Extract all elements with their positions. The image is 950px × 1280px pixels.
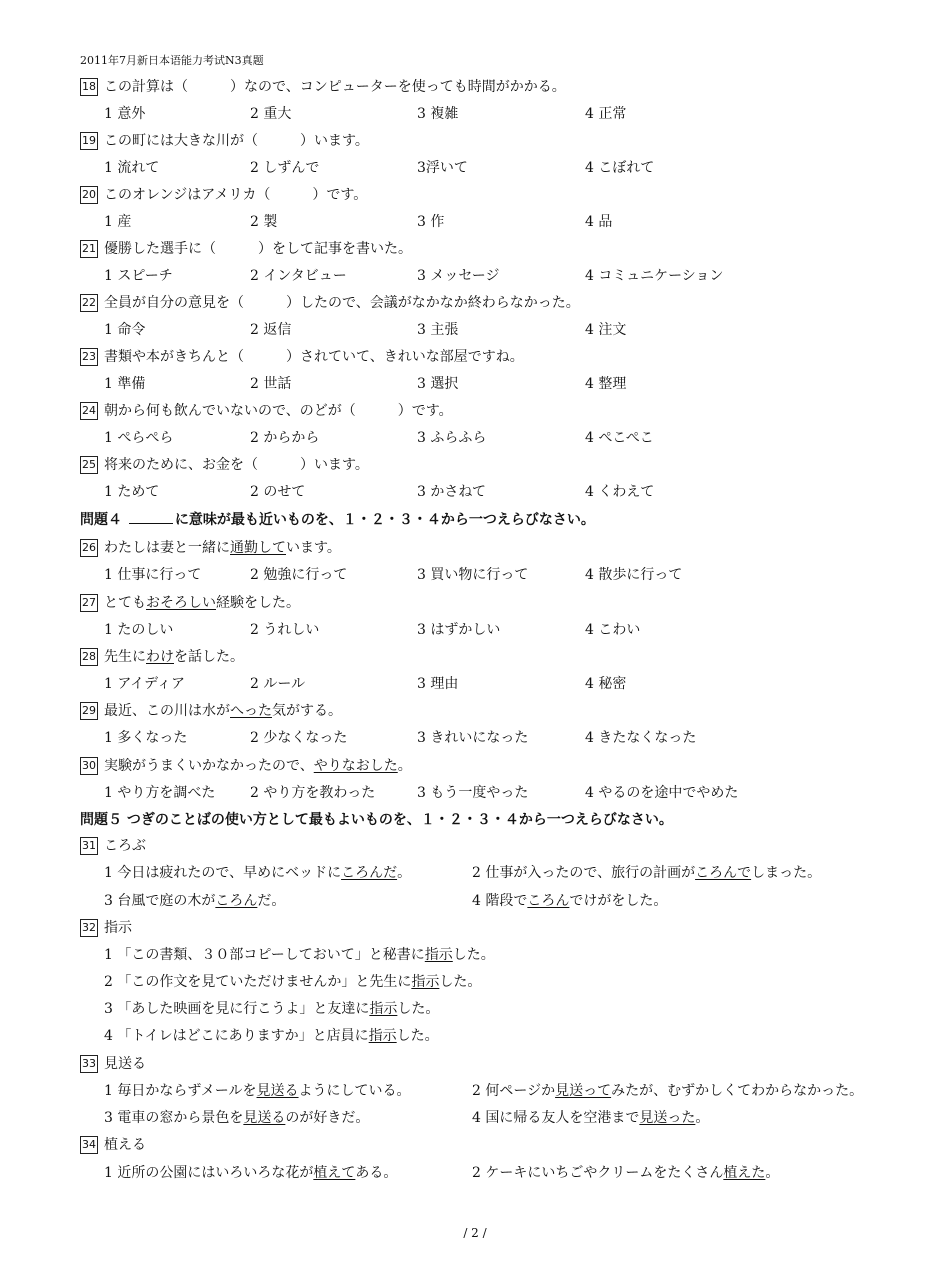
underlined-word: 見送った bbox=[639, 1110, 696, 1126]
question-text-post: 。 bbox=[397, 758, 412, 774]
option-1 bbox=[104, 945, 495, 965]
question-text-pre: わたしは妻と一緒に bbox=[104, 540, 230, 556]
question-text: 書類や本がきちんと（ ）されていて、きれいな部屋ですね。 bbox=[104, 349, 524, 365]
option-1: 1 ぺらぺら bbox=[104, 430, 174, 446]
option-3: 3 もう一度やった bbox=[417, 785, 529, 801]
option-4 bbox=[472, 891, 667, 911]
option-text: 4 階段で bbox=[472, 893, 528, 909]
question-number: 33 bbox=[80, 1055, 98, 1073]
section-5-heading: 問題５ つぎのことばの使い方として最もよいものを、１・２・３・４から一つえらびなさい。 bbox=[80, 812, 673, 828]
question-number: 20 bbox=[80, 186, 98, 204]
question-22 bbox=[80, 293, 580, 313]
page-header: 2011年7月新日本语能力考试N3真题 bbox=[80, 54, 264, 67]
question-text-pre: 先生に bbox=[104, 649, 146, 665]
underlined-word: 見送る bbox=[243, 1110, 286, 1126]
option-text: 2 ケーキにいちごやクリームをたくさん bbox=[472, 1165, 724, 1181]
option-2: 2 製 bbox=[250, 214, 278, 230]
underlined-word: 見送る bbox=[256, 1083, 299, 1099]
target-word: 指示 bbox=[104, 920, 132, 936]
question-27 bbox=[80, 593, 300, 613]
question-text: 将来のために、お金を（ ）います。 bbox=[104, 457, 369, 473]
question-25 bbox=[80, 455, 369, 475]
question-34 bbox=[80, 1135, 146, 1155]
option-2: 2 勉強に行って bbox=[250, 567, 348, 583]
option-text: のが好きだ。 bbox=[285, 1110, 370, 1126]
option-text: ある。 bbox=[355, 1165, 398, 1181]
underlined-word: ころんだ bbox=[341, 865, 398, 881]
underlined-word: わけ bbox=[146, 649, 174, 665]
question-31 bbox=[80, 836, 146, 856]
underlined-word: 見送って bbox=[555, 1083, 612, 1099]
question-21 bbox=[80, 239, 412, 259]
option-1: 1 アイディア bbox=[104, 676, 185, 692]
options-21 bbox=[104, 266, 904, 286]
option-2: 2 世話 bbox=[250, 376, 292, 392]
option-2: 2 うれしい bbox=[250, 622, 320, 638]
question-18 bbox=[80, 77, 566, 97]
option-4 bbox=[104, 1026, 439, 1046]
options-22 bbox=[104, 320, 904, 340]
question-text: この計算は（ ）なので、コンピューターを使っても時間がかかる。 bbox=[104, 79, 566, 95]
option-1: 1 たのしい bbox=[104, 622, 174, 638]
question-number: 19 bbox=[80, 132, 98, 150]
question-text: 優勝した選手に（ ）をして記事を書いた。 bbox=[104, 241, 412, 257]
option-32-1 bbox=[104, 945, 904, 965]
option-2 bbox=[104, 972, 481, 992]
option-text: した。 bbox=[396, 1028, 439, 1044]
options-27 bbox=[104, 620, 904, 640]
question-29 bbox=[80, 701, 342, 721]
option-text: 3 電車の窓から景色を bbox=[104, 1110, 244, 1126]
option-2: 2 からから bbox=[250, 430, 320, 446]
option-text: でけがをした。 bbox=[569, 893, 668, 909]
option-3: 3 主張 bbox=[417, 322, 459, 338]
option-3: 3 はずかしい bbox=[417, 622, 501, 638]
option-text: した。 bbox=[439, 974, 482, 990]
option-text: しまった。 bbox=[751, 865, 822, 881]
question-number: 31 bbox=[80, 837, 98, 855]
question-number: 26 bbox=[80, 539, 98, 557]
option-text: 4 「トイレはどこにありますか」と店員に bbox=[104, 1028, 369, 1044]
question-text: このオレンジはアメリカ（ ）です。 bbox=[104, 187, 368, 203]
option-4: 4 こぼれて bbox=[585, 160, 655, 176]
options-31-row1 bbox=[104, 863, 904, 883]
options-23 bbox=[104, 374, 904, 394]
option-32-3 bbox=[104, 999, 904, 1019]
option-text: 。 bbox=[397, 865, 412, 881]
option-4 bbox=[472, 1108, 709, 1128]
option-text: 2 仕事が入ったので、旅行の計画が bbox=[472, 865, 696, 881]
options-34-row1 bbox=[104, 1163, 904, 1183]
option-2: 2 しずんで bbox=[250, 160, 320, 176]
options-33-row1 bbox=[104, 1081, 904, 1101]
option-1: 1 多くなった bbox=[104, 730, 188, 746]
options-28 bbox=[104, 674, 904, 694]
option-4: 4 秘密 bbox=[585, 676, 627, 692]
option-1: 1 準備 bbox=[104, 376, 146, 392]
option-4: 4 こわい bbox=[585, 622, 641, 638]
underlined-word: へった bbox=[230, 703, 272, 719]
options-26 bbox=[104, 565, 904, 585]
option-1: 1 スピーチ bbox=[104, 268, 173, 284]
option-32-4 bbox=[104, 1026, 904, 1046]
option-2 bbox=[472, 863, 821, 883]
option-3: 3 作 bbox=[417, 214, 445, 230]
option-text: 1 「この書類、３０部コピーしておいて」と秘書に bbox=[104, 947, 425, 963]
options-29 bbox=[104, 728, 904, 748]
options-25 bbox=[104, 482, 904, 502]
option-2: 2 のせて bbox=[250, 484, 306, 500]
option-4: 4 コミュニケーション bbox=[585, 268, 724, 284]
option-3: 3 選択 bbox=[417, 376, 459, 392]
option-1 bbox=[104, 863, 411, 883]
underlined-word: ころんで bbox=[695, 865, 752, 881]
option-3: 3 複雑 bbox=[417, 106, 459, 122]
question-text-pre: 最近、この川は水が bbox=[104, 703, 230, 719]
question-number: 34 bbox=[80, 1136, 98, 1154]
target-word: ころぶ bbox=[104, 838, 146, 854]
page-number: / 2 / bbox=[463, 1226, 487, 1240]
question-text-post: います。 bbox=[286, 540, 341, 556]
option-3: 3 理由 bbox=[417, 676, 459, 692]
option-text: 1 近所の公園にはいろいろな花が bbox=[104, 1165, 314, 1181]
underlined-word: ころん bbox=[215, 893, 258, 909]
underlined-word: 指示 bbox=[368, 1028, 397, 1044]
option-3: 3 買い物に行って bbox=[417, 567, 529, 583]
option-text: した。 bbox=[452, 947, 495, 963]
options-18 bbox=[104, 104, 904, 124]
question-text: この町には大きな川が（ ）います。 bbox=[104, 133, 369, 149]
question-number: 32 bbox=[80, 919, 98, 937]
option-text: ようにしている。 bbox=[298, 1083, 411, 1099]
option-text: 。 bbox=[695, 1110, 710, 1126]
question-number: 23 bbox=[80, 348, 98, 366]
option-text: 2 「この作文を見ていただけませんか」と先生に bbox=[104, 974, 412, 990]
question-33 bbox=[80, 1054, 146, 1074]
option-2 bbox=[472, 1163, 779, 1183]
option-4: 4 くわえて bbox=[585, 484, 655, 500]
option-3: 3 メッセージ bbox=[417, 268, 500, 284]
underlined-word: 指示 bbox=[411, 974, 440, 990]
options-24 bbox=[104, 428, 904, 448]
option-1: 1 流れて bbox=[104, 160, 160, 176]
option-text: 2 何ページか bbox=[472, 1083, 556, 1099]
underlined-word: 植えた bbox=[723, 1165, 766, 1181]
question-text: 朝から何も飲んでいないので、のどが（ ）です。 bbox=[104, 403, 453, 419]
option-4: 4 正常 bbox=[585, 106, 627, 122]
option-3: 3 かさねて bbox=[417, 484, 487, 500]
option-3 bbox=[104, 999, 439, 1019]
question-30 bbox=[80, 756, 412, 776]
target-word: 見送る bbox=[104, 1056, 146, 1072]
option-2: 2 少なくなった bbox=[250, 730, 348, 746]
underlined-word: 指示 bbox=[369, 1001, 398, 1017]
question-text-post: を話した。 bbox=[174, 649, 244, 665]
option-2: 2 やり方を教わった bbox=[250, 785, 376, 801]
section-4-instruction: に意味が最も近いものを、１・２・３・４から一つえらびなさい。 bbox=[174, 512, 595, 528]
option-text: だ。 bbox=[257, 893, 286, 909]
question-text-pre: とても bbox=[104, 595, 146, 611]
option-3: 3 きれいになった bbox=[417, 730, 529, 746]
option-1: 1 産 bbox=[104, 214, 132, 230]
question-26 bbox=[80, 538, 341, 558]
options-31-row2 bbox=[104, 891, 904, 911]
question-20 bbox=[80, 185, 367, 205]
options-30 bbox=[104, 783, 904, 803]
option-4: 4 ぺこぺこ bbox=[585, 430, 654, 446]
options-19 bbox=[104, 158, 904, 178]
option-4: 4 きたなくなった bbox=[585, 730, 697, 746]
question-19 bbox=[80, 131, 369, 151]
option-4: 4 整理 bbox=[585, 376, 627, 392]
option-3: 3浮いて bbox=[417, 160, 468, 176]
option-3: 3 ふらふら bbox=[417, 430, 487, 446]
question-number: 27 bbox=[80, 594, 98, 612]
option-3 bbox=[104, 1108, 369, 1128]
option-2: 2 重大 bbox=[250, 106, 292, 122]
section-4-heading bbox=[80, 510, 595, 530]
option-1: 1 ためて bbox=[104, 484, 160, 500]
option-2 bbox=[472, 1081, 863, 1101]
option-1: 1 やり方を調べた bbox=[104, 785, 216, 801]
underlined-word: 植えて bbox=[313, 1165, 356, 1181]
section-4-label: 問題４ bbox=[80, 512, 122, 528]
option-text: 1 毎日かならずメールを bbox=[104, 1083, 257, 1099]
options-33-row2 bbox=[104, 1108, 904, 1128]
option-1 bbox=[104, 1163, 397, 1183]
question-text: 全員が自分の意見を（ ）したので、会議がなかなか終わらなかった。 bbox=[104, 295, 580, 311]
option-text: 4 国に帰る友人を空港まで bbox=[472, 1110, 640, 1126]
option-2: 2 インタビュー bbox=[250, 268, 347, 284]
option-4: 4 やるのを途中でやめた bbox=[585, 785, 739, 801]
option-32-2 bbox=[104, 972, 904, 992]
question-number: 24 bbox=[80, 402, 98, 420]
question-number: 25 bbox=[80, 456, 98, 474]
question-number: 18 bbox=[80, 78, 98, 96]
option-text: した。 bbox=[397, 1001, 440, 1017]
question-number: 21 bbox=[80, 240, 98, 258]
underline-blank bbox=[129, 511, 173, 524]
question-number: 29 bbox=[80, 702, 98, 720]
option-2: 2 ルール bbox=[250, 676, 306, 692]
underlined-word: やりなおした bbox=[313, 758, 398, 774]
options-20 bbox=[104, 212, 904, 232]
question-text-post: 経験をした。 bbox=[216, 595, 300, 611]
underlined-word: おそろしい bbox=[146, 595, 216, 611]
option-1: 1 命令 bbox=[104, 322, 146, 338]
option-text: みたが、むずかしくてわからなかった。 bbox=[611, 1083, 864, 1099]
option-text: 3 「あした映画を見に行こうよ」と友達に bbox=[104, 1001, 370, 1017]
option-1: 1 仕事に行って bbox=[104, 567, 202, 583]
question-24 bbox=[80, 401, 453, 421]
option-1 bbox=[104, 1081, 411, 1101]
option-2: 2 返信 bbox=[250, 322, 292, 338]
question-number: 28 bbox=[80, 648, 98, 666]
target-word: 植える bbox=[104, 1137, 146, 1153]
option-4: 4 注文 bbox=[585, 322, 627, 338]
question-number: 22 bbox=[80, 294, 98, 312]
option-3 bbox=[104, 891, 285, 911]
question-28 bbox=[80, 647, 244, 667]
underlined-word: 通勤して bbox=[230, 540, 286, 556]
question-text-post: 気がする。 bbox=[272, 703, 342, 719]
underlined-word: ころん bbox=[527, 893, 570, 909]
question-23 bbox=[80, 347, 524, 367]
option-4: 4 散歩に行って bbox=[585, 567, 683, 583]
question-text-pre: 実験がうまくいかなかったので、 bbox=[104, 758, 314, 774]
underlined-word: 指示 bbox=[424, 947, 453, 963]
question-32 bbox=[80, 918, 132, 938]
question-number: 30 bbox=[80, 757, 98, 775]
option-text: 3 台風で庭の木が bbox=[104, 893, 216, 909]
option-text: 。 bbox=[765, 1165, 780, 1181]
option-4: 4 品 bbox=[585, 214, 613, 230]
option-1: 1 意外 bbox=[104, 106, 146, 122]
option-text: 1 今日は疲れたので、早めにベッドに bbox=[104, 865, 342, 881]
